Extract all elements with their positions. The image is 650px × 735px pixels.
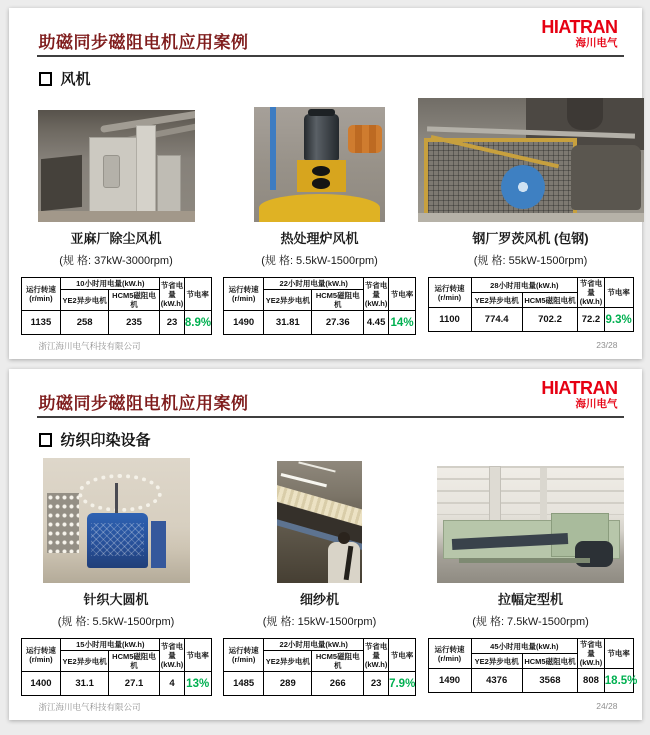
speed-value: 1490 [224,311,264,335]
photo-detail [281,473,327,487]
energy-header-cell: 15小时用电量(kW.h) [61,639,160,651]
case-caption: 针织大圆机 [83,592,149,607]
photo-box [223,457,416,583]
hcm5-header-cell: HCM5磁阻电机 [108,290,159,311]
speed-header-cell: 运行转速 (r/min) [21,639,61,672]
case-card [21,457,212,696]
photo-heat-furnace-fan [254,107,385,222]
photo-detail [308,109,336,116]
slide-fans [9,8,642,359]
photo-detail [312,166,330,176]
case-caption: 钢厂罗茨风机 (包钢) [472,231,589,246]
photo-detail [41,155,82,211]
case-card [21,96,212,335]
photo-detail [304,114,339,160]
rate-value: 13% [184,672,211,696]
ye2-header-cell: YE2异步电机 [264,651,312,672]
rate-header-cell: 节电率 [604,639,633,669]
saving-header-cell: 节省电量(kW.h) [364,639,389,672]
photo-detail [259,194,380,222]
case-caption: 亚麻厂除尘风机 [70,231,162,246]
photo-box [223,96,416,222]
logo-chinese-name: 海川电气 [575,398,618,410]
saving-value: 4.45 [364,311,389,335]
ye2-header-cell: YE2异步电机 [61,651,109,672]
photo-detail [78,474,162,512]
ye2-header-cell: YE2异步电机 [471,293,522,308]
rate-header-cell: 节电率 [604,278,633,308]
saving-header-cell: 节省电量(kW.h) [160,639,185,672]
rate-header-cell: 节电率 [184,639,211,672]
case-spec: (规 格: 15kW-1500rpm) [262,616,377,628]
hiatran-logo [541,18,617,49]
energy-table [21,277,212,335]
energy-table [428,277,634,332]
photo-detail [571,145,641,209]
photo-roots-blower [418,98,644,222]
square-bullet-icon [39,72,52,86]
photo-detail [38,211,195,222]
photo-box [21,457,212,583]
photo-detail [312,178,330,188]
photo-detail [540,468,547,524]
hiatran-logo [541,379,617,410]
logo-wordmark: HIATRAN [541,378,618,398]
case-spec: (规 格: 37kW-3000rpm) [59,255,173,267]
photo-detail [299,461,337,472]
case-spec: (规 格: 5.5kW-1500rpm) [57,616,175,628]
page-number: 23/28 [596,340,618,350]
ye2-header-cell: YE2异步电机 [61,290,109,311]
photo-box [428,96,634,222]
photo-detail [136,125,155,213]
case-row [21,96,634,335]
page-title: 助磁同步磁阻电机应用案例 [38,33,249,52]
rate-header-cell: 节电率 [389,278,416,311]
hcm5-value: 27.1 [108,672,159,696]
energy-table [428,638,638,693]
section-header [39,68,91,89]
hcm5-value: 235 [108,311,159,335]
case-card [223,96,416,335]
case-card [223,457,416,696]
saving-value: 72.2 [578,308,605,332]
rate-header-cell: 节电率 [389,639,416,672]
hcm5-value: 3568 [522,669,577,693]
rate-value: 8.9% [184,311,211,335]
energy-header-cell: 22小时用电量(kW.h) [264,278,364,290]
photo-detail [567,98,603,130]
case-caption: 细纱机 [299,592,339,607]
footer-company: 浙江海川电气科技有限公司 [38,702,141,712]
title-underline [37,416,624,418]
slide-footer [39,340,618,352]
page-number: 24/28 [596,701,618,711]
photo-detail [418,213,644,222]
hcm5-value: 27.36 [312,311,364,335]
speed-value: 1490 [428,669,471,693]
saving-value: 808 [578,669,605,693]
section-title: 纺织印染设备 [60,432,151,449]
section-title: 风机 [60,71,91,88]
energy-table [223,277,416,335]
case-caption: 拉幅定型机 [497,592,563,607]
speed-value: 1485 [224,672,264,696]
saving-value: 23 [364,672,389,696]
photo-detail [270,107,277,190]
hcm5-header-cell: HCM5磁阻电机 [522,293,577,308]
energy-header-cell: 45小时用电量(kW.h) [471,639,578,654]
case-card [428,457,638,696]
speed-header-cell: 运行转速 (r/min) [224,639,264,672]
speed-header-cell: 运行转速 (r/min) [224,278,264,311]
rate-value: 14% [389,311,416,335]
page-title: 助磁同步磁阻电机应用案例 [38,394,249,413]
saving-value: 23 [160,311,185,335]
speed-header-cell: 运行转速 (r/min) [428,278,471,308]
hcm5-header-cell: HCM5磁阻电机 [522,654,577,669]
energy-table [223,638,416,696]
hcm5-header-cell: HCM5磁阻电机 [312,651,364,672]
hcm5-header-cell: HCM5磁阻电机 [108,651,159,672]
photo-detail [151,521,166,569]
case-caption: 热处理炉风机 [280,231,359,246]
case-card [428,96,634,335]
speed-header-cell: 运行转速 (r/min) [428,639,471,669]
photo-box [21,96,212,222]
hcm5-header-cell: HCM5磁阻电机 [312,290,364,311]
photo-detail [437,466,624,515]
footer-company: 浙江海川电气科技有限公司 [38,341,141,351]
photo-detail [47,493,79,553]
photo-detail [157,155,181,213]
ye2-value: 289 [264,672,312,696]
photo-detail [501,165,545,209]
photo-detail [103,155,119,188]
rate-value: 7.9% [389,672,416,696]
case-spec: (规 格: 5.5kW-1500rpm) [261,255,378,267]
photo-detail [348,125,382,153]
saving-header-cell: 节省电量(kW.h) [364,278,389,311]
title-underline [37,55,624,57]
speed-value: 1100 [428,308,471,332]
saving-header-cell: 节省电量(kW.h) [578,278,605,308]
speed-header-cell: 运行转速 (r/min) [21,278,61,311]
photo-detail [338,532,350,544]
saving-header-cell: 节省电量(kW.h) [160,278,185,311]
hcm5-value: 266 [312,672,364,696]
energy-header-cell: 10小时用电量(kW.h) [61,278,160,290]
case-spec: (规 格: 7.5kW-1500rpm) [472,616,589,628]
photo-detail [91,523,144,556]
case-spec: (规 格: 55kW-1500rpm) [473,255,588,267]
speed-value: 1135 [21,311,61,335]
slide-textile [9,369,642,720]
ye2-value: 4376 [471,669,522,693]
energy-header-cell: 28小时用电量(kW.h) [471,278,578,293]
ye2-value: 31.1 [61,672,109,696]
energy-table [21,638,212,696]
slide-footer [39,701,618,713]
photo-flax-dust-fan [38,110,195,222]
logo-chinese-name: 海川电气 [575,37,618,49]
section-header [39,429,151,450]
square-bullet-icon [39,433,52,447]
rate-value: 18.5% [604,669,633,693]
energy-header-cell: 22小时用电量(kW.h) [264,639,364,651]
ye2-value: 31.81 [264,311,312,335]
saving-header-cell: 节省电量(kW.h) [578,639,605,669]
hcm5-value: 702.2 [522,308,577,332]
photo-box [428,457,634,583]
saving-value: 4 [160,672,185,696]
photo-spinning-frame [277,461,362,583]
speed-value: 1400 [21,672,61,696]
rate-header-cell: 节电率 [184,278,211,311]
logo-wordmark: HIATRAN [541,17,618,37]
ye2-header-cell: YE2异步电机 [471,654,522,669]
photo-detail [459,558,590,563]
rate-value: 9.3% [604,308,633,332]
ye2-header-cell: YE2异步电机 [264,290,312,311]
photo-stenter-machine [437,466,624,583]
photo-circular-knitting-machine [43,458,190,583]
case-row [21,457,638,696]
ye2-value: 774.4 [471,308,522,332]
ye2-value: 258 [61,311,109,335]
